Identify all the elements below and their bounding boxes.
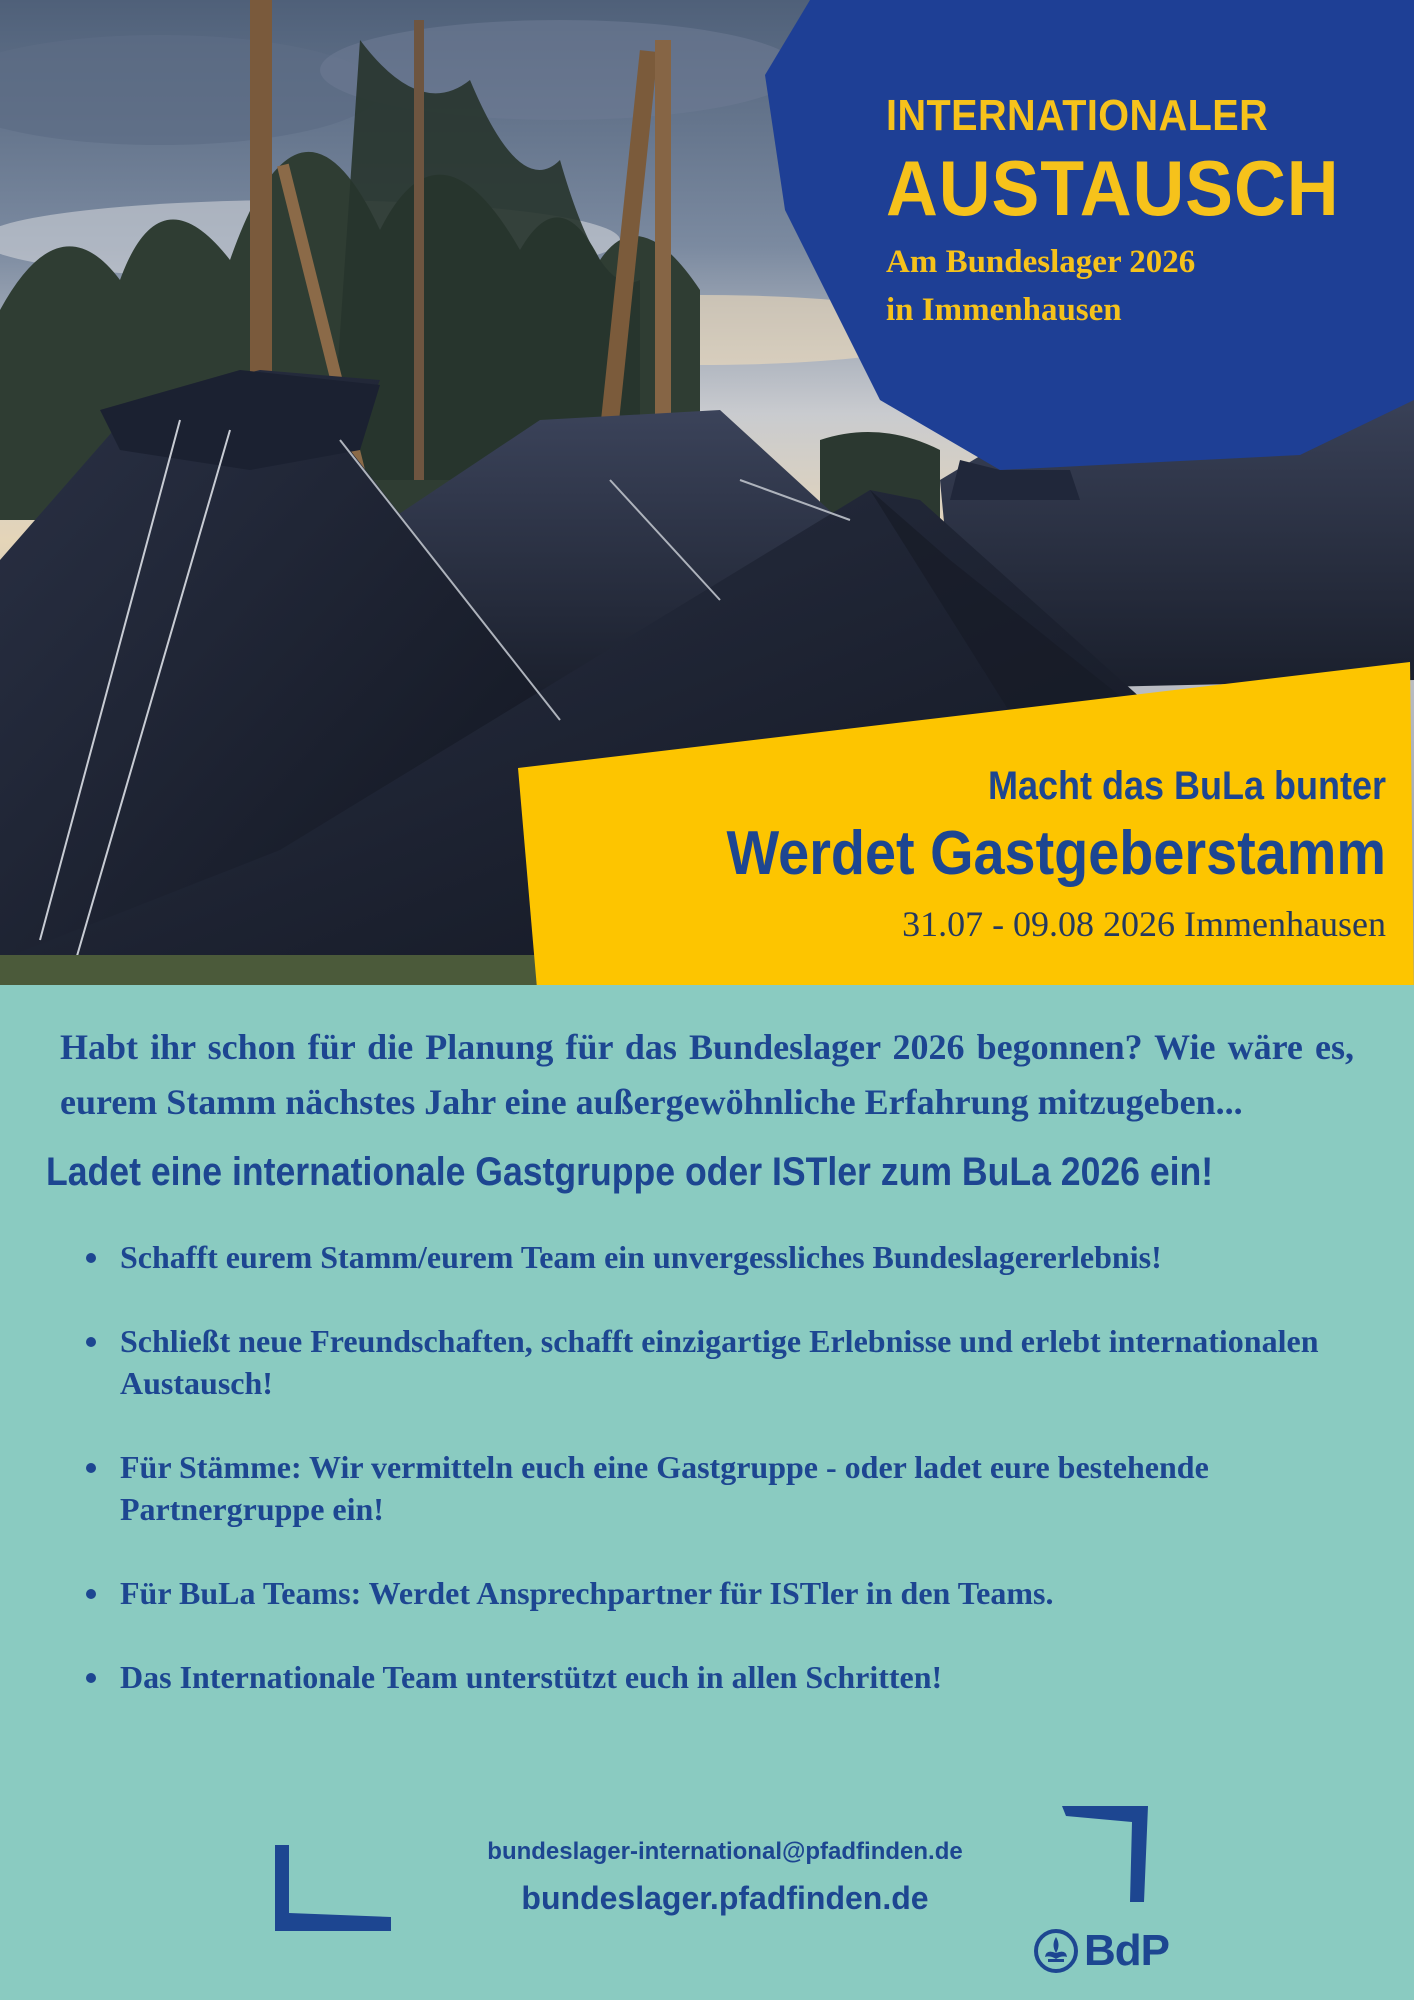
call-to-action-headline: Ladet eine internationale Gastgruppe oder ISTler zum BuLa 2026 ein! [46, 1150, 1214, 1194]
corner-bracket-left-icon [275, 1845, 391, 1931]
list-item [0, 1656, 1414, 1698]
benefits-list [0, 1236, 1414, 1698]
fleur-de-lis-icon [1034, 1929, 1078, 1973]
bullet-icon [86, 1589, 96, 1599]
corner-bracket-right-icon [1062, 1806, 1148, 1902]
bdp-logo [1034, 1926, 1169, 1976]
list-item [0, 1572, 1414, 1614]
hero-photo [0, 0, 1414, 985]
event-badge [886, 88, 1346, 334]
badge-title-line-2: AUSTAUSCH [886, 144, 1340, 232]
list-item [0, 1320, 1414, 1404]
list-item [0, 1236, 1414, 1278]
badge-subtitle-line-1: Am Bundeslager 2026 [886, 244, 1196, 280]
banner-tagline: Macht das BuLa bunter [987, 764, 1386, 808]
website-link[interactable]: bundeslager.pfadfinden.de [521, 1880, 929, 1916]
badge-title-line-1: INTERNATIONALER [886, 91, 1269, 140]
banner-title: Werdet Gastgeberstamm [726, 819, 1386, 888]
bullet-icon [86, 1463, 96, 1473]
list-item-text: Für BuLa Teams: Werdet Ansprechpartner für ISTler in den Teams. [120, 1575, 1054, 1611]
bullet-icon [86, 1673, 96, 1683]
yellow-banner [546, 758, 1386, 952]
bullet-icon [86, 1253, 96, 1263]
badge-subtitle-line-2: in Immenhausen [886, 292, 1122, 328]
list-item-text: Schließt neue Freundschaften, schafft einzigartige Erlebnisse und erlebt internationalen Austausch! [120, 1323, 1319, 1401]
contact-email-link[interactable]: bundeslager-international@pfadfinden.de [487, 1838, 963, 1865]
intro-paragraph: Habt ihr schon für die Planung für das Bundeslager 2026 begonnen? Wie wäre es, eurem Stamm nächstes Jahr eine außergewöhnliche Erfahrung mitzugeben... [60, 1027, 1354, 1122]
logo-text: BdP [1084, 1926, 1169, 1975]
list-item-text: Für Stämme: Wir vermitteln euch eine Gastgruppe - oder ladet eure bestehende Partnergruppe ein! [120, 1449, 1209, 1527]
list-item-text: Schafft eurem Stamm/eurem Team ein unvergessliches Bundeslagererlebnis! [120, 1239, 1162, 1275]
main-content [0, 1020, 1414, 1740]
list-item-text: Das Internationale Team unterstützt euch in allen Schritten! [120, 1659, 943, 1695]
bullet-icon [86, 1337, 96, 1347]
banner-dates: 31.07 - 09.08 2026 Immenhausen [902, 904, 1386, 944]
list-item [0, 1446, 1414, 1530]
